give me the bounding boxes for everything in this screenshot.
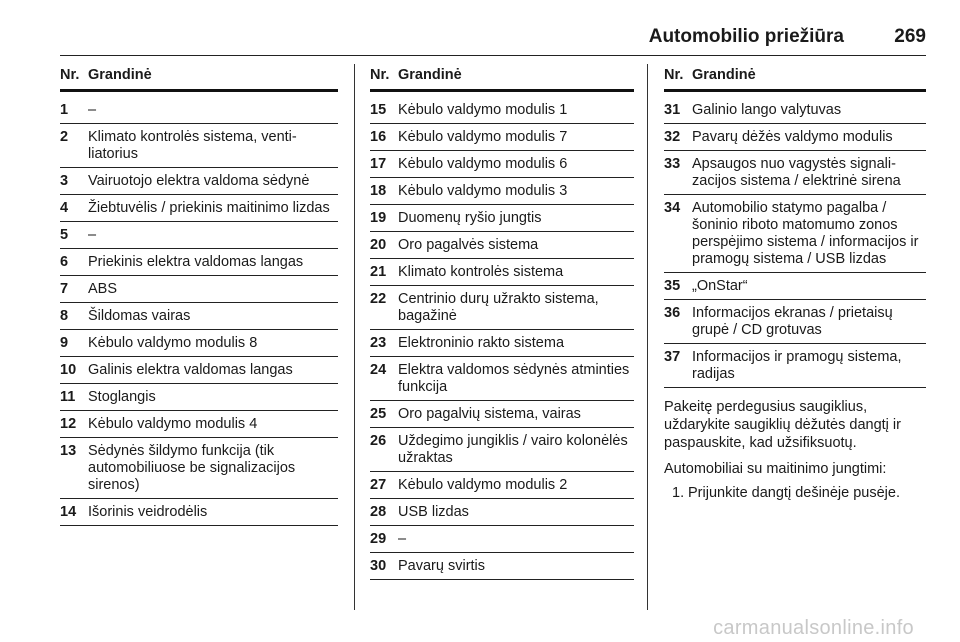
circuit-name: Galinio lango valytuvas bbox=[692, 102, 842, 118]
fuse-number: 4 bbox=[60, 200, 69, 216]
header-nr: Nr. bbox=[60, 67, 80, 83]
fuse-number: 25 bbox=[370, 406, 387, 422]
fuse-number: 14 bbox=[60, 504, 77, 520]
table-row bbox=[664, 151, 926, 195]
table-row bbox=[60, 303, 338, 330]
circuit-name: Kėbulo valdymo modulis 8 bbox=[88, 335, 258, 351]
fuse-number: 11 bbox=[60, 389, 76, 405]
circuit-name: „OnStar“ bbox=[692, 278, 748, 294]
fuse-number: 19 bbox=[370, 210, 387, 226]
fuse-number: 37 bbox=[664, 349, 681, 365]
fuse-number: 16 bbox=[370, 129, 387, 145]
circuit-name: Galinis elektra valdomas langas bbox=[88, 362, 293, 378]
column-divider bbox=[647, 64, 648, 610]
table-row bbox=[664, 97, 926, 124]
table-header bbox=[664, 64, 926, 92]
fuse-number: 17 bbox=[370, 156, 387, 172]
table-row bbox=[60, 195, 338, 222]
step-text: Prijunkite dangtį dešinėje pusėje. bbox=[688, 485, 900, 501]
page-title: Automobilio priežiūra bbox=[648, 26, 844, 47]
table-row bbox=[370, 205, 634, 232]
circuit-name: Išorinis veidrodėlis bbox=[88, 504, 208, 520]
table-row bbox=[370, 151, 634, 178]
fuse-number: 18 bbox=[370, 183, 387, 199]
instruction-step bbox=[664, 484, 926, 502]
circuit-name: – bbox=[398, 531, 407, 547]
table-row bbox=[60, 168, 338, 195]
fuse-number: 35 bbox=[664, 278, 681, 294]
circuit-name: Elektroninio rakto sistema bbox=[398, 335, 565, 351]
circuit-name: Informacijos ir pramogų sistema, radijas bbox=[692, 349, 902, 382]
table-row bbox=[370, 124, 634, 151]
circuit-name: Oro pagalvių sistema, vairas bbox=[398, 406, 581, 422]
circuit-name: Duomenų ryšio jungtis bbox=[398, 210, 542, 226]
table-row bbox=[60, 384, 338, 411]
circuit-name: Uždegimo jungiklis / vairo kolonėlės užraktas bbox=[398, 433, 628, 466]
fuse-number: 30 bbox=[370, 558, 387, 574]
table-row bbox=[60, 124, 338, 168]
circuit-name: Elektra valdomos sėdynės atminties funkcija bbox=[398, 362, 630, 395]
fuse-table-body bbox=[664, 64, 926, 388]
table-row bbox=[370, 330, 634, 357]
fuse-number: 26 bbox=[370, 433, 387, 449]
fuse-number: 8 bbox=[60, 308, 69, 324]
circuit-name: Oro pagalvės sistema bbox=[398, 237, 539, 253]
fuse-number: 20 bbox=[370, 237, 387, 253]
fuse-table-column-1 bbox=[60, 64, 338, 526]
instruction-paragraph: Pakeitę perdegusius saugiklius, uždarykite saugiklių dėžutės dangtį ir paspauskite, kad užsifiksuotų. bbox=[664, 399, 901, 451]
table-row bbox=[370, 97, 634, 124]
table-row bbox=[370, 499, 634, 526]
table-row bbox=[664, 124, 926, 151]
circuit-name: Kėbulo valdymo modulis 1 bbox=[398, 102, 568, 118]
fuse-number: 6 bbox=[60, 254, 69, 270]
table-row bbox=[370, 526, 634, 553]
table-row bbox=[370, 401, 634, 428]
table-row bbox=[664, 195, 926, 273]
header-nr: Nr. bbox=[370, 67, 390, 83]
table-row bbox=[664, 344, 926, 388]
circuit-name: Stoglangis bbox=[88, 389, 156, 405]
table-row bbox=[60, 249, 338, 276]
fuse-table-column-3 bbox=[664, 64, 926, 502]
circuit-name: Informacijos ekranas / prietaisų grupė / CD grotuvas bbox=[692, 305, 893, 338]
fuse-number: 33 bbox=[664, 156, 681, 172]
fuse-number: 24 bbox=[370, 362, 387, 378]
circuit-name: Apsaugos nuo vagystės signalizacijos sistema / elektrinė sirena bbox=[692, 156, 901, 189]
table-row bbox=[60, 411, 338, 438]
page-header bbox=[60, 26, 926, 56]
circuit-name: USB lizdas bbox=[398, 504, 469, 520]
page-number: 269 bbox=[894, 26, 926, 47]
fuse-number: 2 bbox=[60, 129, 69, 145]
header-circuit: Grandinė bbox=[398, 67, 462, 83]
table-row bbox=[370, 232, 634, 259]
circuit-name: Priekinis elektra valdomas langas bbox=[88, 254, 304, 270]
circuit-name: Pavarų svirtis bbox=[398, 558, 486, 574]
fuse-number: 34 bbox=[664, 200, 681, 216]
table-row bbox=[370, 178, 634, 205]
table-row bbox=[60, 357, 338, 384]
circuit-name: Sėdynės šildymo funkcija (tik automobiliuose be signalizacijos sirenos) bbox=[88, 443, 296, 493]
table-header bbox=[60, 64, 338, 92]
table-row bbox=[664, 300, 926, 344]
circuit-name: Kėbulo valdymo modulis 7 bbox=[398, 129, 568, 145]
fuse-number: 22 bbox=[370, 291, 387, 307]
circuit-name: Kėbulo valdymo modulis 2 bbox=[398, 477, 568, 493]
table-row bbox=[370, 286, 634, 330]
circuit-name: Kėbulo valdymo modulis 4 bbox=[88, 416, 258, 432]
fuse-number: 1 bbox=[60, 102, 69, 118]
instruction-paragraph: Automobiliai su maitinimo jungtimi: bbox=[664, 461, 887, 477]
table-row bbox=[370, 472, 634, 499]
header-nr: Nr. bbox=[664, 67, 684, 83]
circuit-name: Centrinio durų užrakto sistema, bagažinė bbox=[398, 291, 599, 324]
fuse-number: 9 bbox=[60, 335, 69, 351]
circuit-name: Automobilio statymo pagalba / šoninio riboto matomumo zonos perspėjimo sistema / informacijos ir pramogų sistema / USB lizdas bbox=[692, 200, 919, 267]
circuit-name: Šildomas vairas bbox=[88, 308, 191, 324]
table-header bbox=[370, 64, 634, 92]
table-row bbox=[60, 97, 338, 124]
table-row bbox=[370, 259, 634, 286]
table-row bbox=[664, 273, 926, 300]
fuse-number: 3 bbox=[60, 173, 69, 189]
fuse-number: 29 bbox=[370, 531, 387, 547]
fuse-table-column-2 bbox=[370, 64, 634, 580]
circuit-name: ABS bbox=[88, 281, 118, 297]
fuse-number: 7 bbox=[60, 281, 69, 297]
table-row bbox=[370, 428, 634, 472]
fuse-number: 32 bbox=[664, 129, 681, 145]
circuit-name: Žiebtuvėlis / priekinis maitinimo lizdas bbox=[88, 200, 330, 216]
circuit-name: Vairuotojo elektra valdoma sėdynė bbox=[88, 173, 310, 189]
fuse-number: 21 bbox=[370, 264, 387, 280]
circuit-name: Kėbulo valdymo modulis 6 bbox=[398, 156, 568, 172]
table-row bbox=[60, 222, 338, 249]
circuit-name: – bbox=[88, 227, 97, 243]
table-row bbox=[60, 499, 338, 526]
fuse-number: 15 bbox=[370, 102, 387, 118]
circuit-name: – bbox=[88, 102, 97, 118]
fuse-number: 10 bbox=[60, 362, 77, 378]
step-number: 1. bbox=[672, 485, 685, 501]
table-row bbox=[370, 553, 634, 580]
circuit-name: Klimato kontrolės sistema bbox=[398, 264, 564, 280]
table-row bbox=[60, 276, 338, 303]
header-circuit: Grandinė bbox=[692, 67, 756, 83]
circuit-name: Pavarų dėžės valdymo modulis bbox=[692, 129, 893, 145]
fuse-number: 23 bbox=[370, 335, 387, 351]
header-circuit: Grandinė bbox=[88, 67, 152, 83]
fuse-number: 5 bbox=[60, 227, 69, 243]
fuse-number: 12 bbox=[60, 416, 77, 432]
fuse-number: 13 bbox=[60, 443, 77, 459]
fuse-number: 31 bbox=[664, 102, 681, 118]
table-row bbox=[60, 330, 338, 357]
circuit-name: Kėbulo valdymo modulis 3 bbox=[398, 183, 568, 199]
column-divider bbox=[354, 64, 355, 610]
watermark: carmanualsonline.info bbox=[713, 617, 914, 639]
table-row bbox=[60, 438, 338, 499]
circuit-name: Klimato kontrolės sistema, ventiliatorius bbox=[88, 129, 297, 162]
table-row bbox=[370, 357, 634, 401]
fuse-number: 28 bbox=[370, 504, 387, 520]
fuse-number: 36 bbox=[664, 305, 681, 321]
fuse-number: 27 bbox=[370, 477, 387, 493]
